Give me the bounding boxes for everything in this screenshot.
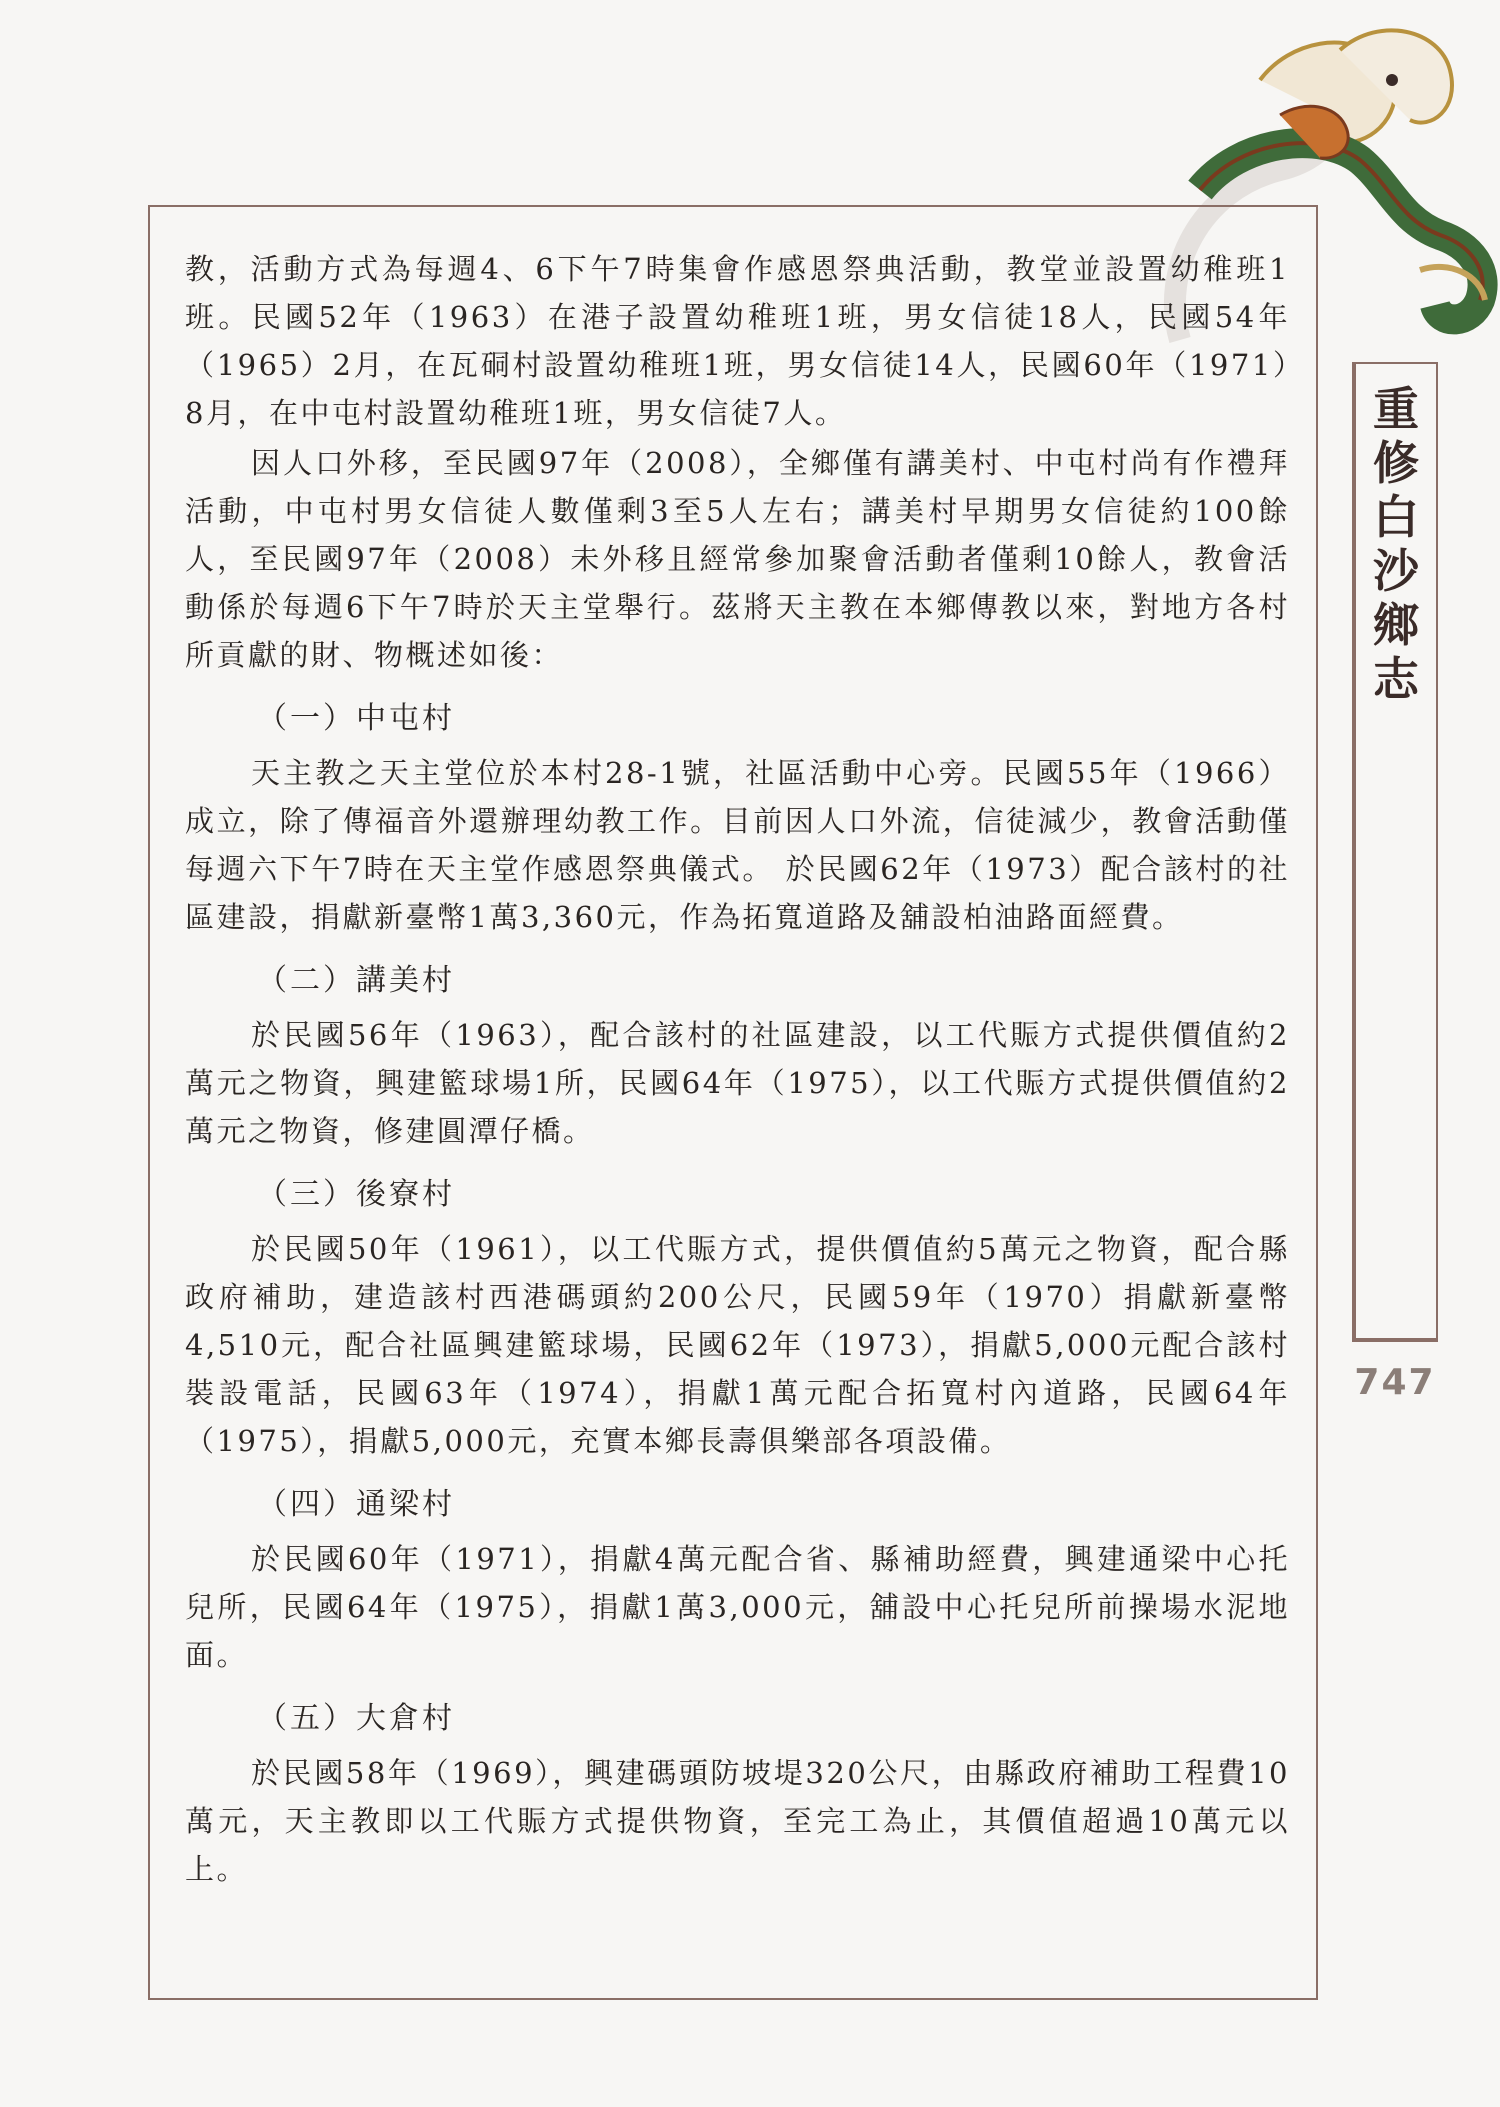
body-text — [185, 245, 1290, 1895]
section-text-dacang: 於民國58年（1969），興建碼頭防坡堤320公尺，由縣政府補助工程費10萬元，天主教即以工代賑方式提供物資，至完工為止，其價值超過10萬元以上。 — [185, 1756, 1290, 1886]
section-text-houliao: 於民國50年（1961），以工代賑方式，提供價值約5萬元之物資，配合縣政府補助，建造該村西港碼頭約200公尺，民國59年（1970）捐獻新臺幣4,510元，配合社區興建籃球場，民國62年（1973），捐獻5,000元配合該村裝設電話，民國63年（1974），捐獻1萬元配合拓寬村內道路，民國64年（1975），捐獻5,000元，充實本鄉長壽俱樂部各項設備。 — [185, 1232, 1290, 1458]
section-heading-dacang: （五）大倉村 — [257, 1701, 455, 1736]
section-text-zhongtun: 天主教之天主堂位於本村28-1號，社區活動中心旁。民國55年（1966）成立，除了傳福音外還辦理幼教工作。目前因人口外流，信徒減少，教會活動僅每週六下午7時在天主堂作感恩祭典儀式。 於民國62年（1973）配合該村的社區建設，捐獻新臺幣1萬3,360元，作為拓寬道路及舖設柏油路面經費。 — [185, 756, 1290, 934]
paragraph-intro-2: 因人口外移，至民國97年（2008），全鄉僅有講美村、中屯村尚有作禮拜活動，中屯村男女信徒人數僅剩3至5人左右；講美村早期男女信徒約100餘人，至民國97年（2008）未外移且經常參加聚會活動者僅剩10餘人，教會活動係於每週6下午7時於天主堂舉行。茲將天主教在本鄉傳教以來，對地方各村所貢獻的財、物概述如後： — [185, 446, 1290, 672]
section-heading-tongliang: （四）通梁村 — [257, 1487, 455, 1522]
page-number: 747 — [1354, 1362, 1436, 1403]
section-text-tongliang: 於民國60年（1971），捐獻4萬元配合省、縣補助經費，興建通梁中心托兒所，民國64年（1975），捐獻1萬3,000元，舖設中心托兒所前操場水泥地面。 — [185, 1542, 1290, 1672]
section-heading-houliao: （三）後寮村 — [257, 1177, 455, 1212]
section-heading-jiangmei: （二）講美村 — [257, 963, 455, 998]
paragraph-intro-1: 教，活動方式為每週4、6下午7時集會作感恩祭典活動，教堂並設置幼稚班1班。民國52年（1963）在港子設置幼稚班1班，男女信徒18人，民國54年（1965）2月，在瓦硐村設置幼稚班1班，男女信徒14人，民國60年（1971）8月，在中屯村設置幼稚班1班，男女信徒7人。 — [185, 252, 1290, 430]
side-title: 重修白沙鄉志 — [1373, 382, 1419, 706]
section-heading-zhongtun: （一）中屯村 — [257, 701, 455, 736]
section-text-jiangmei: 於民國56年（1963），配合該村的社區建設，以工代賑方式提供價值約2萬元之物資，興建籃球場1所，民國64年（1975），以工代賑方式提供價值約2萬元之物資，修建圓潭仔橋。 — [185, 1018, 1290, 1148]
